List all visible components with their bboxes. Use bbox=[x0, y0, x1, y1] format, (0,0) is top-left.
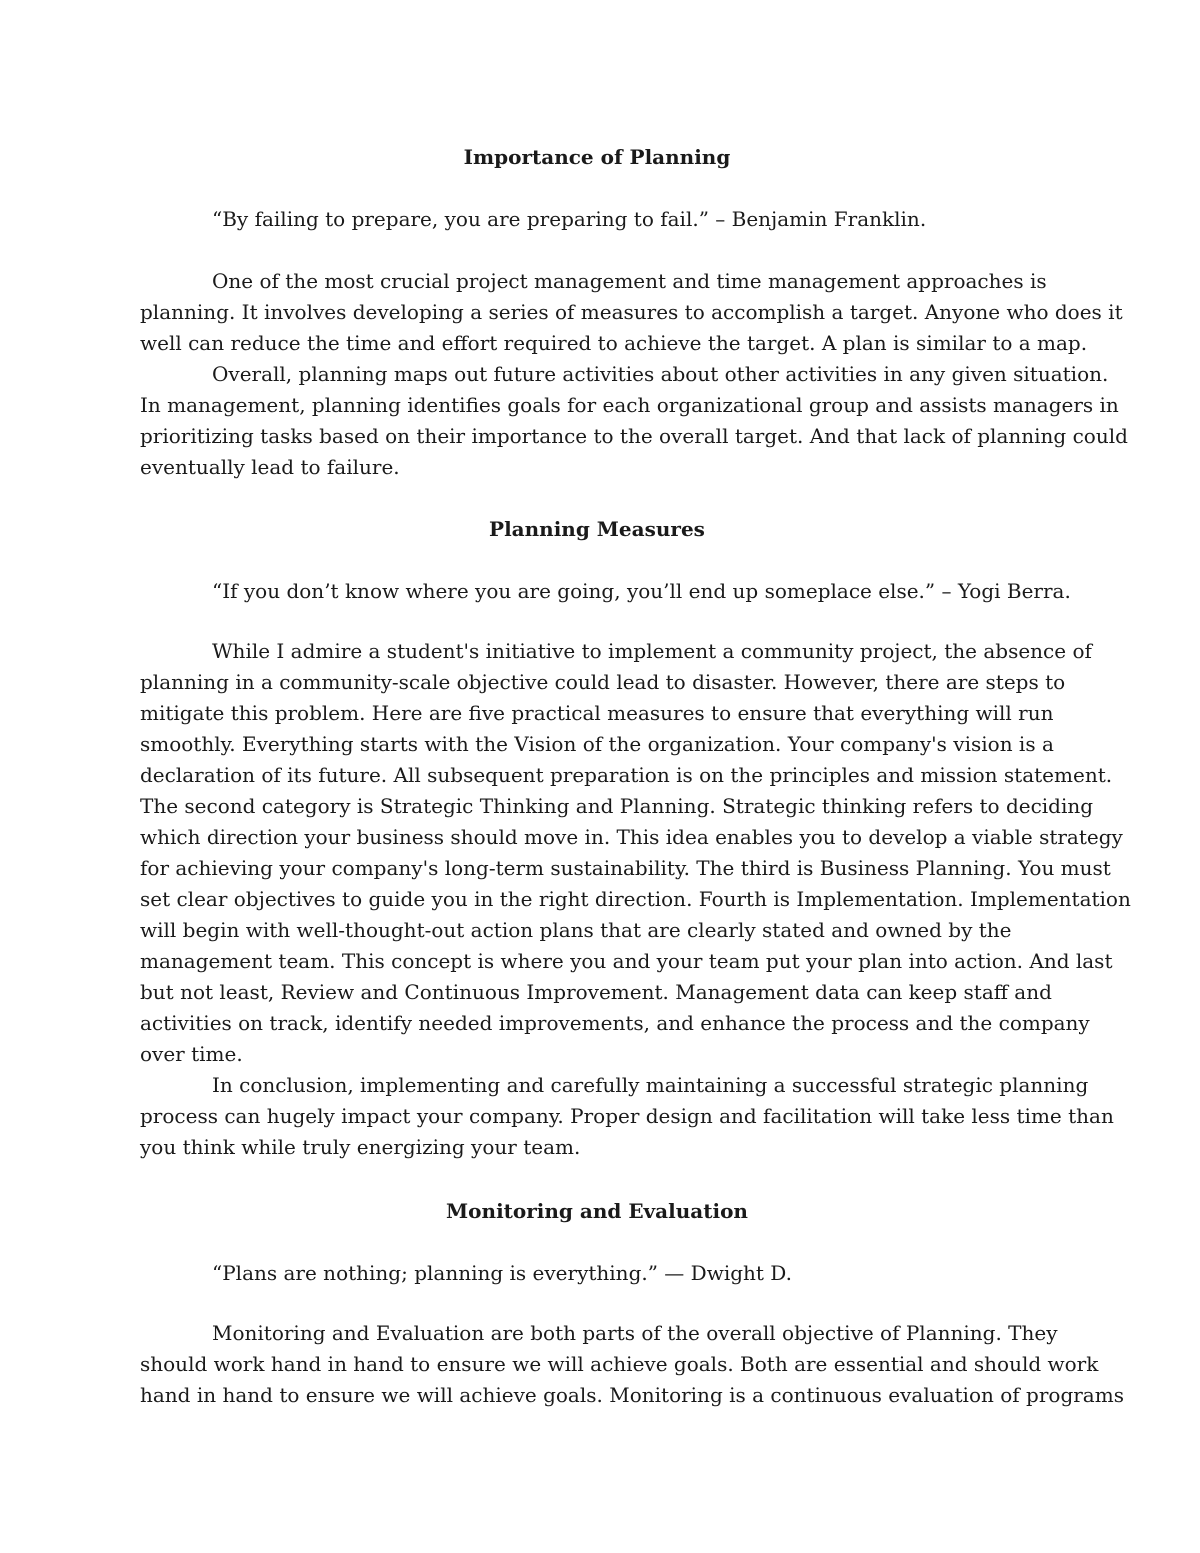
text-line: Monitoring and Evaluation are both parts of the overall objective of Planning. They bbox=[212, 1321, 1058, 1345]
text-line: planning in a community-scale objective could lead to disaster. However, there are steps to bbox=[140, 670, 1066, 694]
text-line: well can reduce the time and effort required to achieve the target. A plan is similar to a map. bbox=[140, 331, 1088, 355]
text-line: hand in hand to ensure we will achieve goals. Monitoring is a continuous evaluation of programs bbox=[140, 1383, 1124, 1407]
text-line: process can hugely impact your company. Proper design and facilitation will take less time than bbox=[140, 1104, 1114, 1128]
text-line: set clear objectives to guide you in the right direction. Fourth is Implementation. Implementation bbox=[140, 887, 1131, 911]
paragraph-measures-2 bbox=[140, 1070, 1114, 1163]
quote-benjamin-franklin: “By failing to prepare, you are preparing to fail.” – Benjamin Franklin. bbox=[212, 207, 927, 231]
text-line: for achieving your company's long-term sustainability. The third is Business Planning. You must bbox=[140, 856, 1111, 880]
text-line: smoothly. Everything starts with the Vision of the organization. Your company's vision is a bbox=[140, 732, 1054, 756]
text-line: declaration of its future. All subsequent preparation is on the principles and mission statement. bbox=[140, 763, 1113, 787]
text-line: Overall, planning maps out future activities about other activities in any given situation. bbox=[212, 362, 1109, 386]
section-title-planning-measures: Planning Measures bbox=[489, 517, 705, 541]
text-line: mitigate this problem. Here are five practical measures to ensure that everything will run bbox=[140, 701, 1054, 725]
text-line: you think while truly energizing your team. bbox=[140, 1135, 581, 1159]
quote-dwight-d: “Plans are nothing; planning is everything.” — Dwight D. bbox=[212, 1261, 792, 1285]
paragraph-measures-1 bbox=[140, 636, 1131, 1070]
text-line: eventually lead to failure. bbox=[140, 455, 400, 479]
paragraph-monitoring-1 bbox=[140, 1318, 1124, 1411]
paragraph-importance-1 bbox=[140, 266, 1123, 359]
text-line: over time. bbox=[140, 1042, 243, 1066]
text-line: but not least, Review and Continuous Improvement. Management data can keep staff and bbox=[140, 980, 1052, 1004]
text-line: In management, planning identifies goals for each organizational group and assists managers in bbox=[140, 393, 1119, 417]
text-line: which direction your business should move in. This idea enables you to develop a viable strategy bbox=[140, 825, 1123, 849]
quote-yogi-berra: “If you don’t know where you are going, you’ll end up someplace else.” – Yogi Berra. bbox=[212, 579, 1071, 603]
section-title-importance-of-planning: Importance of Planning bbox=[463, 145, 731, 169]
text-line: will begin with well-thought-out action plans that are clearly stated and owned by the bbox=[140, 918, 1012, 942]
text-line: management team. This concept is where you and your team put your plan into action. And last bbox=[140, 949, 1113, 973]
text-line: One of the most crucial project management and time management approaches is bbox=[212, 269, 1047, 293]
text-line: While I admire a student's initiative to implement a community project, the absence of bbox=[212, 639, 1092, 663]
text-line: activities on track, identify needed improvements, and enhance the process and the company bbox=[140, 1011, 1090, 1035]
paragraph-importance-2 bbox=[140, 359, 1128, 483]
text-line: planning. It involves developing a series of measures to accomplish a target. Anyone who does it bbox=[140, 300, 1123, 324]
text-line: prioritizing tasks based on their importance to the overall target. And that lack of planning could bbox=[140, 424, 1128, 448]
text-line: The second category is Strategic Thinking and Planning. Strategic thinking refers to deciding bbox=[140, 794, 1094, 818]
section-title-monitoring-and-evaluation: Monitoring and Evaluation bbox=[446, 1199, 748, 1223]
text-line: should work hand in hand to ensure we will achieve goals. Both are essential and should work bbox=[140, 1352, 1099, 1376]
text-line: In conclusion, implementing and carefully maintaining a successful strategic planning bbox=[212, 1073, 1089, 1097]
